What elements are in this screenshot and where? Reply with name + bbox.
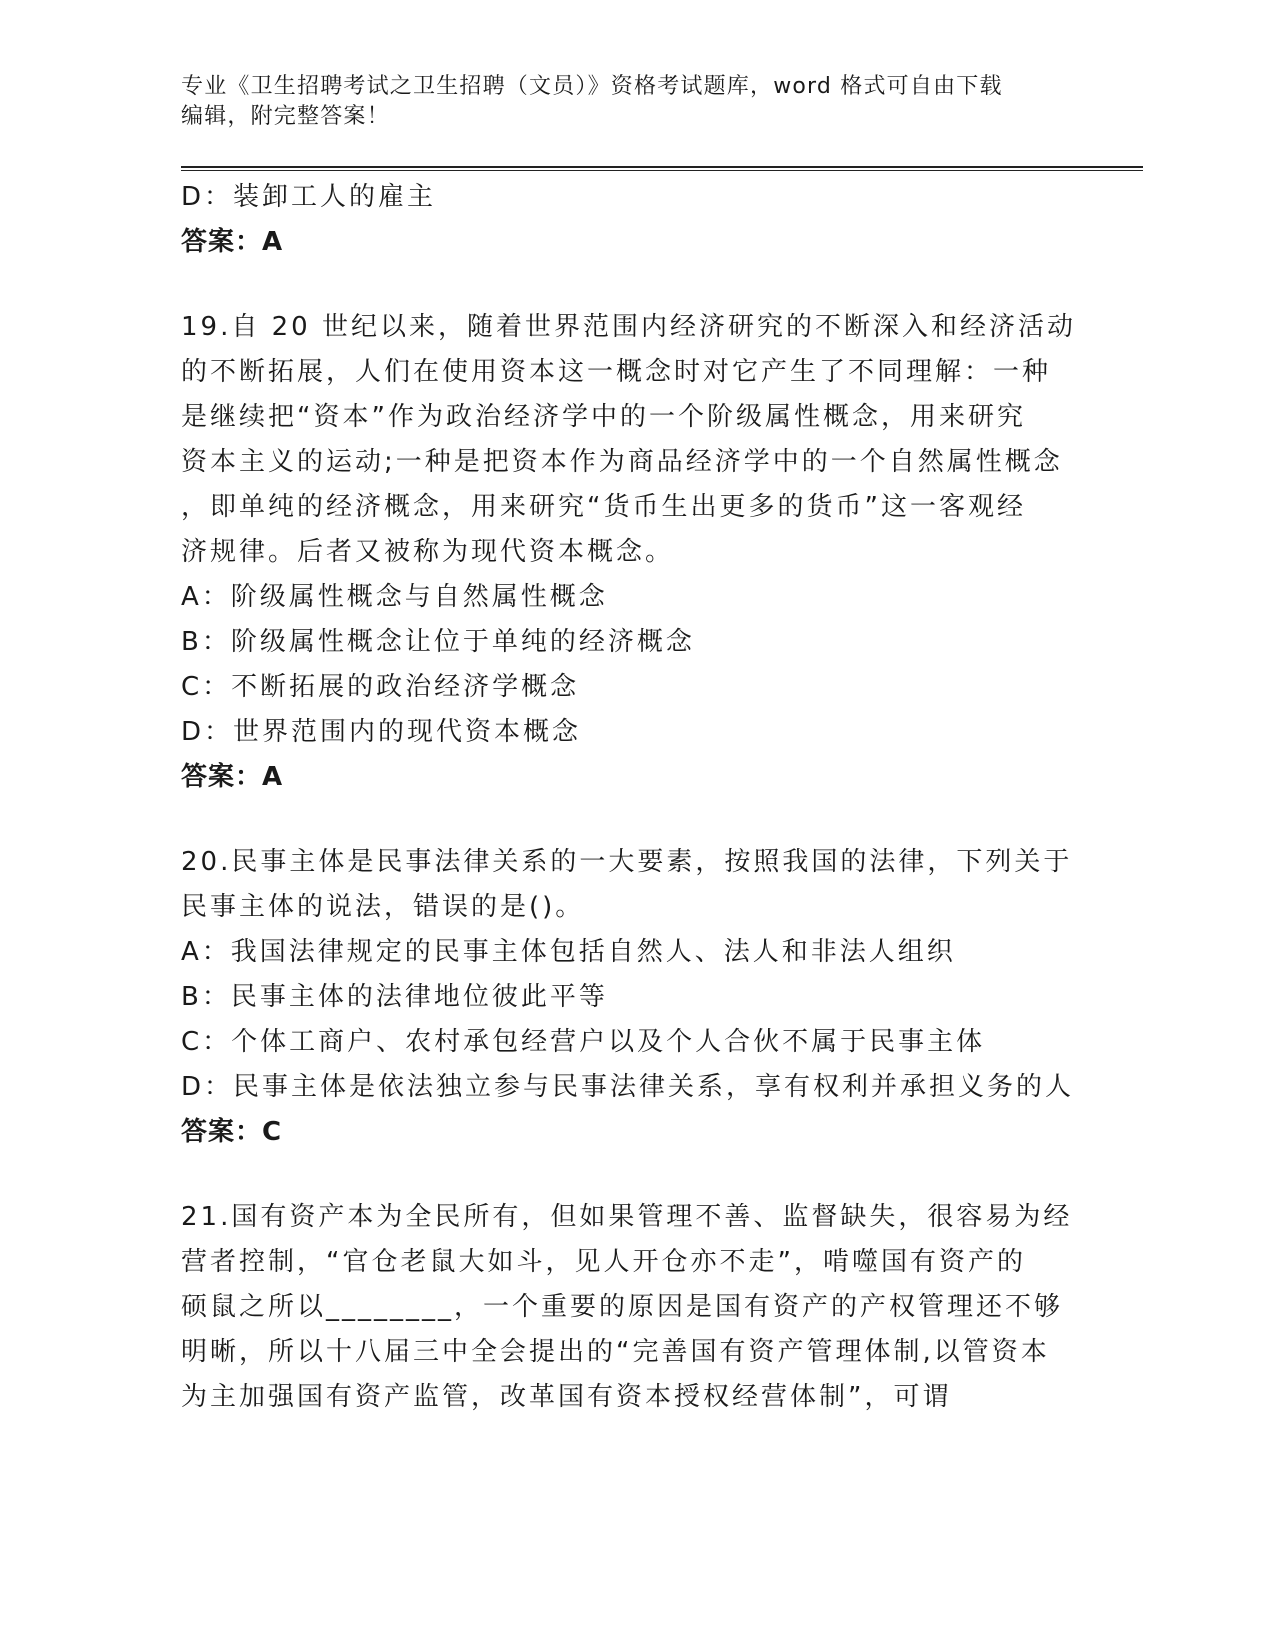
q20-text-line: 20.民事主体是民事法律关系的一大要素，按照我国的法律，下列关于: [181, 847, 1073, 877]
question-21: [181, 1195, 1073, 1420]
q19-answer: 答案：A: [181, 762, 284, 792]
q20-option-d: D：民事主体是依法独立参与民事法律关系，享有权利并承担义务的人: [181, 1072, 1075, 1102]
q20-answer: 答案：C: [181, 1117, 283, 1147]
q21-text-line: 硕鼠之所以________，一个重要的原因是国有资产的产权管理还不够: [181, 1292, 1064, 1322]
question-20: [181, 840, 1075, 1155]
q19-text-line: ，即单纯的经济概念，用来研究“货币生出更多的货币”这一客观经: [181, 492, 1026, 522]
q21-text-line: 为主加强国有资产监管，改革国有资本授权经营体制”，可谓: [181, 1382, 952, 1412]
prev-option-d: D：装卸工人的雇主: [181, 182, 437, 212]
q20-option-c: C：个体工商户、农村承包经营户以及个人合伙不属于民事主体: [181, 1027, 986, 1057]
q21-text-line: 21.国有资产本为全民所有，但如果管理不善、监督缺失，很容易为经: [181, 1202, 1073, 1232]
q21-text-line: 营者控制，“官仓老鼠大如斗，见人开仓亦不走”，啃噬国有资产的: [181, 1247, 1026, 1277]
q19-text-line: 的不断拓展，人们在使用资本这一概念时对它产生了不同理解：一种: [181, 357, 1052, 387]
q20-text-line: 民事主体的说法，错误的是()。: [181, 892, 585, 922]
question-content: [181, 175, 1076, 1420]
document-page: [181, 72, 1076, 1420]
q19-text-line: 济规律。后者又被称为现代资本概念。: [181, 537, 675, 567]
q21-text-line: 明晰，所以十八届三中全会提出的“完善国有资产管理体制,以管资本: [181, 1337, 1050, 1367]
q19-text-line: 资本主义的运动;一种是把资本作为商品经济学中的一个自然属性概念: [181, 447, 1063, 477]
header-divider: [181, 166, 1143, 171]
q20-option-b: B：民事主体的法律地位彼此平等: [181, 982, 608, 1012]
prev-answer: 答案：A: [181, 227, 284, 257]
q19-text-line: 19.自 20 世纪以来，随着世界范围内经济研究的不断深入和经济活动: [181, 312, 1076, 342]
q20-option-a: A：我国法律规定的民事主体包括自然人、法人和非法人组织: [181, 937, 956, 967]
document-header-line-1: 专业《卫生招聘考试之卫生招聘（文员）》资格考试题库，word 格式可自由下载: [181, 74, 1003, 99]
question-19: [181, 305, 1076, 800]
q19-option-b: B：阶级属性概念让位于单纯的经济概念: [181, 627, 695, 657]
q19-option-a: A：阶级属性概念与自然属性概念: [181, 582, 608, 612]
document-header-line-2: 编辑，附完整答案！: [181, 104, 390, 129]
q19-text-line: 是继续把“资本”作为政治经济学中的一个阶级属性概念，用来研究: [181, 402, 1026, 432]
q19-option-c: C：不断拓展的政治经济学概念: [181, 672, 580, 702]
q19-option-d: D：世界范围内的现代资本概念: [181, 717, 582, 747]
